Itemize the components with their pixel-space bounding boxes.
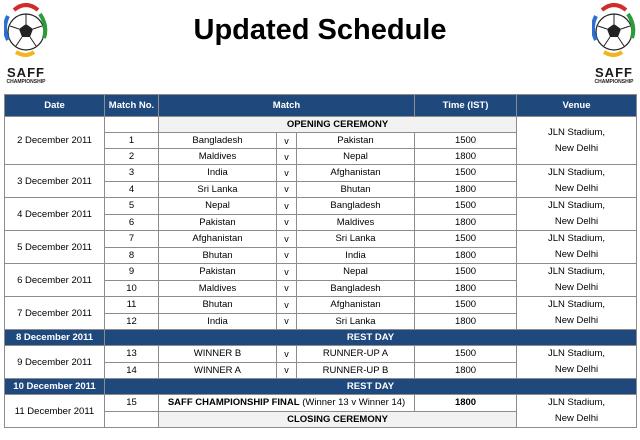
rest-date: 8 December 2011 xyxy=(5,330,105,346)
rest-day-row xyxy=(5,379,637,395)
logo-text: SAFF xyxy=(7,65,45,80)
match-number: 15 xyxy=(105,395,159,412)
away-team: RUNNER-UP A xyxy=(297,346,415,363)
versus: v xyxy=(277,149,297,165)
match-number: 11 xyxy=(105,297,159,314)
versus: v xyxy=(277,362,297,379)
match-number: 2 xyxy=(105,149,159,165)
venue-line-2: New Delhi xyxy=(554,364,599,375)
logo-text: SAFF xyxy=(595,65,633,80)
kickoff-time: 1500 xyxy=(415,165,517,182)
rest-date: 10 December 2011 xyxy=(5,379,105,395)
kickoff-time: 1500 xyxy=(415,297,517,314)
versus: v xyxy=(277,231,297,248)
match-number: 4 xyxy=(105,181,159,198)
away-team: Bangladesh xyxy=(297,198,415,215)
schedule-table xyxy=(4,94,637,428)
match-number: 6 xyxy=(105,214,159,231)
final-label: SAFF CHAMPIONSHIP FINAL xyxy=(167,397,300,409)
match-number: 8 xyxy=(105,247,159,264)
match-number: 1 xyxy=(105,133,159,149)
kickoff-time: 1800 xyxy=(415,247,517,264)
header-time: Time (IST) xyxy=(415,95,517,117)
venue-line-2: New Delhi xyxy=(554,282,599,293)
venue-line-2: New Delhi xyxy=(554,183,599,194)
match-row xyxy=(5,165,637,182)
home-team: Afghanistan xyxy=(159,231,277,248)
home-team: Bangladesh xyxy=(159,133,277,149)
kickoff-time: 1500 xyxy=(415,346,517,363)
match-number: 9 xyxy=(105,264,159,281)
match-date: 11 December 2011 xyxy=(5,395,105,428)
match-number: 7 xyxy=(105,231,159,248)
match-row xyxy=(5,264,637,281)
versus: v xyxy=(277,181,297,198)
kickoff-time: 1800 xyxy=(415,181,517,198)
home-team: WINNER A xyxy=(159,362,277,379)
match-number: 12 xyxy=(105,313,159,330)
rest-day-label: REST DAY xyxy=(105,379,637,395)
away-team: Pakistan xyxy=(297,133,415,149)
match-date: 4 December 2011 xyxy=(5,198,105,231)
versus: v xyxy=(277,165,297,182)
match-number: 13 xyxy=(105,346,159,363)
venue-cell xyxy=(517,297,637,330)
home-team: Maldives xyxy=(159,280,277,297)
venue-line-2: New Delhi xyxy=(554,142,599,154)
kickoff-time: 1500 xyxy=(415,198,517,215)
match-row xyxy=(5,346,637,363)
versus: v xyxy=(277,297,297,314)
venue-line-1: JLN Stadium, xyxy=(548,167,606,178)
home-team: Bhutan xyxy=(159,247,277,264)
kickoff-time: 1500 xyxy=(415,264,517,281)
header-row xyxy=(5,95,637,117)
away-team: Bhutan xyxy=(297,181,415,198)
venue-cell xyxy=(517,231,637,264)
rest-day-row xyxy=(5,330,637,346)
closing-ceremony: CLOSING CEREMONY xyxy=(159,411,517,428)
away-team: India xyxy=(297,247,415,264)
match-row xyxy=(5,198,637,215)
away-team: Nepal xyxy=(297,264,415,281)
match-number: 3 xyxy=(105,165,159,182)
match-date: 3 December 2011 xyxy=(5,165,105,198)
away-team: Bangladesh xyxy=(297,280,415,297)
venue-line-1: JLN Stadium, xyxy=(548,397,606,408)
venue-line-1: JLN Stadium, xyxy=(548,233,606,244)
match-number: 5 xyxy=(105,198,159,215)
match-row xyxy=(5,231,637,248)
away-team: Afghanistan xyxy=(297,297,415,314)
venue-line-2: New Delhi xyxy=(554,413,599,424)
logo-subtext: CHAMPIONSHIP xyxy=(6,79,46,85)
match-number: 10 xyxy=(105,280,159,297)
venue-line-1: JLN Stadium, xyxy=(548,126,606,138)
final-detail: (Winner 13 v Winner 14) xyxy=(299,397,406,409)
rest-day-label: REST DAY xyxy=(105,330,637,346)
versus: v xyxy=(277,133,297,149)
venue-line-2: New Delhi xyxy=(554,216,599,227)
home-team: Pakistan xyxy=(159,214,277,231)
kickoff-time: 1800 xyxy=(415,280,517,297)
home-team: Bhutan xyxy=(159,297,277,314)
versus: v xyxy=(277,346,297,363)
opening-ceremony: OPENING CEREMONY xyxy=(159,117,517,133)
venue-line-1: JLN Stadium, xyxy=(548,299,606,310)
venue-cell xyxy=(517,395,637,428)
final-match xyxy=(159,395,415,412)
venue-cell xyxy=(517,117,637,165)
match-date: 9 December 2011 xyxy=(5,346,105,379)
venue-line-2: New Delhi xyxy=(554,249,599,260)
match-number: 14 xyxy=(105,362,159,379)
versus: v xyxy=(277,198,297,215)
venue-cell xyxy=(517,264,637,297)
venue-cell xyxy=(517,198,637,231)
ceremony-row xyxy=(5,117,637,133)
logo-subtext: CHAMPIONSHIP xyxy=(594,79,634,85)
kickoff-time: 1800 xyxy=(415,149,517,165)
away-team: Sri Lanka xyxy=(297,231,415,248)
match-date: 5 December 2011 xyxy=(5,231,105,264)
kickoff-time: 1500 xyxy=(415,231,517,248)
versus: v xyxy=(277,247,297,264)
venue-line-1: JLN Stadium, xyxy=(548,266,606,277)
kickoff-time: 1800 xyxy=(415,313,517,330)
header-match-no: Match No. xyxy=(105,95,159,117)
versus: v xyxy=(277,313,297,330)
kickoff-time: 1800 xyxy=(415,214,517,231)
empty-cell xyxy=(105,411,159,428)
page-title: Updated Schedule xyxy=(193,14,447,46)
home-team: India xyxy=(159,313,277,330)
home-team: Pakistan xyxy=(159,264,277,281)
versus: v xyxy=(277,264,297,281)
venue-cell xyxy=(517,346,637,379)
header-match: Match xyxy=(159,95,415,117)
match-date: 2 December 2011 xyxy=(5,117,105,165)
home-team: WINNER B xyxy=(159,346,277,363)
away-team: Afghanistan xyxy=(297,165,415,182)
kickoff-time: 1800 xyxy=(415,362,517,379)
venue-line-2: New Delhi xyxy=(554,315,599,326)
kickoff-time: 1500 xyxy=(415,133,517,149)
away-team: Nepal xyxy=(297,149,415,165)
final-row xyxy=(5,395,637,412)
match-date: 6 December 2011 xyxy=(5,264,105,297)
home-team: Maldives xyxy=(159,149,277,165)
empty-cell xyxy=(105,117,159,133)
away-team: RUNNER-UP B xyxy=(297,362,415,379)
header-date: Date xyxy=(5,95,105,117)
match-row xyxy=(5,297,637,314)
header-venue: Venue xyxy=(517,95,637,117)
kickoff-time: 1800 xyxy=(415,395,517,412)
match-date: 7 December 2011 xyxy=(5,297,105,330)
versus: v xyxy=(277,280,297,297)
away-team: Maldives xyxy=(297,214,415,231)
venue-line-1: JLN Stadium, xyxy=(548,348,606,359)
home-team: Nepal xyxy=(159,198,277,215)
venue-line-1: JLN Stadium, xyxy=(548,200,606,211)
versus: v xyxy=(277,214,297,231)
home-team: India xyxy=(159,165,277,182)
home-team: Sri Lanka xyxy=(159,181,277,198)
away-team: Sri Lanka xyxy=(297,313,415,330)
venue-cell xyxy=(517,165,637,198)
